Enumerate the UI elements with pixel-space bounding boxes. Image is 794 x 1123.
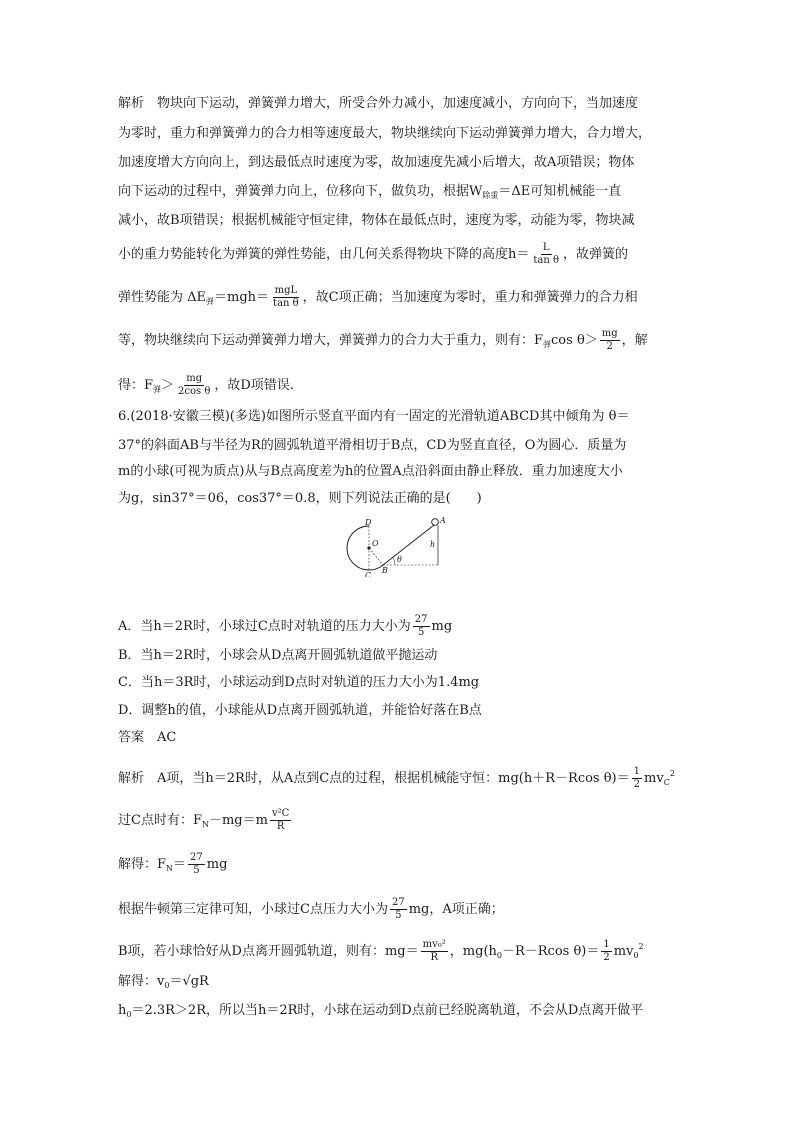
text-fragment: ＞ bbox=[161, 378, 175, 393]
option-a bbox=[118, 614, 452, 639]
text-fragment: ，故D项错误. bbox=[214, 378, 294, 393]
solution-line bbox=[118, 938, 644, 965]
ob-radius bbox=[369, 548, 383, 565]
option-b: B．当h＝2R时，小球会从D点离开圆弧轨道做平抛运动 bbox=[118, 648, 438, 663]
numerator: L bbox=[542, 242, 550, 253]
denominator: R bbox=[430, 952, 438, 963]
text-fragment: ＝ bbox=[173, 857, 187, 872]
fraction bbox=[421, 939, 448, 964]
text-line: 为零时，重力和弹簧弹力的合力相等速度最大，物块继续向下运动弹簧弹力增大，合力增大， bbox=[118, 126, 652, 141]
question-line: m的小球(可视为质点)从与B点高度差为h的位置A点沿斜面由静止释放．重力加速度大小 bbox=[118, 464, 623, 479]
text-line: 减小，故B项错误；根据机械能守恒定律，物体在最低点时，速度为零，动能为零，物块减 bbox=[118, 213, 635, 228]
text-fragment: 小的重力势能转化为弹簧的弹性势能，由几何关系得物块下降的高度h＝ bbox=[118, 247, 530, 262]
numerator: v²C bbox=[271, 808, 290, 819]
denominator: tan θ bbox=[533, 255, 559, 266]
fraction bbox=[632, 766, 642, 791]
label-theta: θ bbox=[397, 555, 402, 564]
answer-line: 答案 AC bbox=[118, 730, 177, 745]
numerator: 1 bbox=[603, 939, 610, 950]
text-fragment: －mg＝m bbox=[208, 813, 268, 828]
label-a: A bbox=[440, 516, 446, 525]
text-line: 解析 物块向下运动，弹簧弹力增大，所受合外力减小，加速度减小，方向向下，当加速度 bbox=[118, 96, 639, 111]
text-fragment: mv bbox=[644, 771, 664, 786]
denominator: tan θ bbox=[273, 298, 299, 309]
text-fragment: mg，A项正确； bbox=[408, 902, 504, 917]
solution-line bbox=[118, 808, 293, 834]
center-point bbox=[367, 546, 370, 549]
track-figure bbox=[335, 515, 495, 577]
text-line bbox=[118, 373, 294, 399]
denominator: R bbox=[276, 821, 285, 832]
text-line bbox=[118, 328, 648, 354]
angle-arc bbox=[393, 558, 395, 566]
option-c: C．当h＝3R时，小球运动到D点时对轨道的压力大小为1.4mg bbox=[118, 675, 480, 690]
subscript: 0 bbox=[496, 951, 502, 960]
text-fragment: h bbox=[118, 1003, 127, 1018]
subscript: 弹 bbox=[153, 385, 162, 394]
numerator: 27 bbox=[190, 852, 203, 863]
text-fragment: ，故弹簧的 bbox=[563, 247, 629, 262]
text-fragment: 等，物块继续向下运动弹簧弹力增大，弹簧弹力的合力大于重力，则有：F bbox=[118, 333, 544, 348]
question-line: 37°的斜面AB与半径为R的圆弧轨道平滑相切于B点，CD为竖直直径，O为圆心．质量为 bbox=[118, 438, 627, 453]
text-fragment: cos θ＞ bbox=[551, 333, 598, 348]
denominator: 5 bbox=[193, 865, 200, 876]
numerator: mg bbox=[601, 328, 618, 339]
denominator: 5 bbox=[417, 627, 425, 638]
text-fragment: ＝mgh＝ bbox=[214, 290, 270, 305]
subscript: C bbox=[663, 778, 670, 787]
text-fragment: ，mg(h bbox=[449, 944, 497, 959]
denominator: 5 bbox=[395, 910, 402, 921]
label-h: h bbox=[430, 540, 436, 549]
incline-ab bbox=[383, 525, 434, 565]
arc-track bbox=[347, 526, 369, 570]
solution-line bbox=[118, 973, 209, 995]
label-d: D bbox=[365, 518, 372, 527]
subscript: 0 bbox=[633, 951, 639, 960]
subscript: 0 bbox=[164, 981, 170, 990]
text-line: 加速度增大方向向上，到达最低点时速度为零，故加速度先减小后增大，故A项错误；物体 bbox=[118, 155, 635, 170]
text-fragment: 过C点时有：F bbox=[118, 813, 202, 828]
question-line: 为g，sin37°＝06，cos37°＝0.8，则下列说法正确的是( ) bbox=[118, 491, 482, 506]
solution-line bbox=[118, 897, 504, 922]
fraction bbox=[601, 939, 611, 964]
subscript: 除重 bbox=[482, 191, 499, 200]
superscript: 2 bbox=[669, 769, 675, 778]
ball bbox=[432, 519, 439, 526]
numerator: mv₀² bbox=[422, 939, 446, 950]
label-b: B bbox=[382, 566, 388, 575]
text-fragment: 向下运动的过程中，弹簧弹力向上，位移向下，做负功，根据W bbox=[118, 184, 483, 199]
subscript: 弹 bbox=[206, 297, 215, 306]
fraction bbox=[176, 373, 212, 398]
text-fragment: mg bbox=[431, 619, 453, 634]
option-d: D．调整h的值，小球能从D点离开圆弧轨道，并能恰好落在B点 bbox=[118, 703, 482, 718]
fraction bbox=[188, 852, 205, 877]
text-line bbox=[118, 242, 628, 267]
subscript: 弹 bbox=[543, 340, 552, 349]
arc-track-lower bbox=[369, 565, 383, 570]
numerator: 27 bbox=[414, 614, 428, 625]
denominator: 2 bbox=[633, 779, 641, 790]
text-fragment: 得：F bbox=[118, 378, 154, 393]
text-fragment: ＝2.3R＞2R，所以当h＝2R时，小球在运动到D点前已经脱离轨道，不会从D点离开做平 bbox=[131, 1003, 644, 1018]
text-fragment: ＝√gR bbox=[169, 974, 209, 989]
text-fragment: mv bbox=[613, 944, 634, 959]
text-fragment: －R－Rcos θ)＝ bbox=[501, 944, 600, 959]
text-fragment: ，解 bbox=[621, 333, 648, 348]
text-fragment: 弹性势能为 ΔE bbox=[118, 290, 207, 305]
fraction bbox=[413, 614, 430, 639]
numerator: 27 bbox=[391, 897, 405, 908]
numerator: mg bbox=[186, 373, 203, 384]
numerator: mgL bbox=[274, 285, 298, 296]
text-fragment: ＝ΔE可知机械能一直 bbox=[498, 184, 622, 199]
text-fragment: A．当h＝2R时，小球过C点时对轨道的压力大小为 bbox=[118, 619, 411, 634]
text-fragment: 根据牛顿第三定律可知，小球过C点压力大小为 bbox=[118, 902, 388, 917]
question-line: 6.(2018·安徽三模)(多选)如图所示竖直平面内有一固定的光滑轨道ABCD其中倾角为 θ＝ bbox=[118, 409, 630, 424]
solution-line bbox=[118, 1002, 643, 1024]
text-fragment: ，故C项正确；当加速度为零时，重力和弹簧弹力的合力相 bbox=[302, 290, 638, 305]
text-fragment: B项，若小球恰好从D点离开圆弧轨道，则有：mg＝ bbox=[118, 944, 419, 959]
solution-line bbox=[118, 765, 675, 792]
label-c: C bbox=[365, 571, 372, 577]
fraction bbox=[600, 328, 620, 353]
text-fragment: 解析 A项，当h＝2R时，从A点到C点的过程，根据机械能守恒：mg(h＋R－Rcos θ)＝ bbox=[118, 771, 630, 786]
text-fragment: 解得：v bbox=[118, 974, 165, 989]
fraction bbox=[531, 242, 561, 267]
label-o: O bbox=[372, 539, 379, 548]
denominator: 2cos θ bbox=[178, 386, 211, 397]
text-fragment: 解得：F bbox=[118, 857, 167, 872]
fraction bbox=[271, 285, 301, 310]
superscript: 2 bbox=[638, 942, 644, 951]
text-line bbox=[118, 285, 638, 311]
numerator: 1 bbox=[633, 766, 641, 777]
solution-line bbox=[118, 852, 227, 878]
denominator: 2 bbox=[606, 341, 613, 352]
denominator: 2 bbox=[603, 952, 610, 963]
text-fragment: mg bbox=[206, 857, 228, 872]
text-line bbox=[118, 183, 621, 205]
subscript: N bbox=[166, 864, 174, 873]
fraction bbox=[270, 808, 291, 833]
fraction bbox=[390, 897, 407, 922]
subscript: N bbox=[201, 820, 209, 829]
subscript: 0 bbox=[126, 1010, 132, 1019]
